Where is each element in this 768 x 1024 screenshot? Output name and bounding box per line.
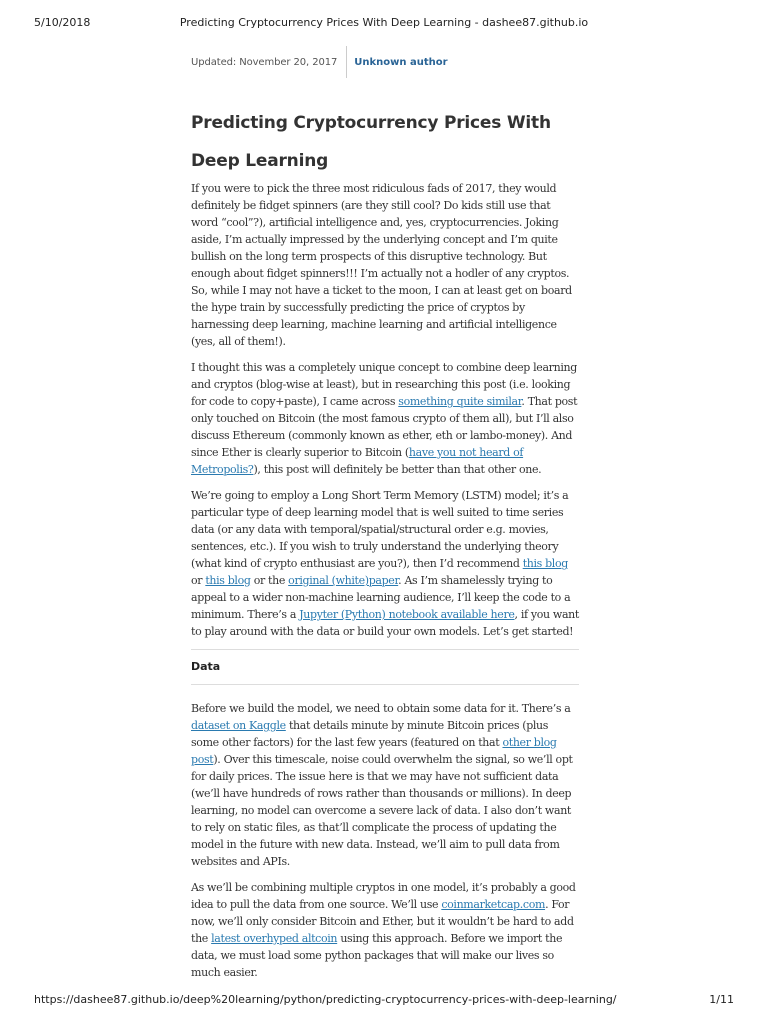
- link-original-whitepaper[interactable]: original (white)paper: [288, 574, 399, 587]
- text-run: . As I’m shamelessly trying to appeal to a wider non-machine learning audience, I’ll keep the code to a minimum. There’s a: [191, 574, 571, 621]
- text-run: or the: [250, 574, 289, 587]
- link-this-blog-1[interactable]: this blog: [522, 557, 568, 570]
- paragraph-intro: If you were to pick the three most ridiculous fads of 2017, they would definitely be fidget spinners (are they still cool? Do kids still use that word “cool”?), artificial intelligence and, yes, cryptocurrencies. Joking aside, I’m actually impressed by the underlying concept and I’m quite bullish on the long term prospects of this disruptive technology. But enough about fidget spinners!!! I’m actually not a hodler of any cryptos. So, while I may not have a ticket to the moon, I can at least get on board the hype train by successfully predicting the price of cryptos by harnessing deep learning, machine learning and artificial intelligence (yes, all of them!).: [191, 182, 572, 348]
- print-header: [34, 16, 734, 32]
- link-metropolis[interactable]: have you not heard of Metropolis?: [191, 446, 524, 476]
- article-meta: [191, 46, 579, 78]
- link-something-quite-similar[interactable]: something quite similar: [398, 395, 522, 408]
- link-this-blog-2[interactable]: this blog: [205, 574, 251, 587]
- text-run: We’re going to employ a Long Short Term Memory (LSTM) model; it’s a particular type of deep learning model that is well suited to time series data (or any data with temporal/spatial/structural order e.g. movies, sentences, etc.). If you wish to truly understand the underlying theory (what kind of crypto enthusiast are you?), then I’d recommend: [191, 489, 569, 570]
- paragraph-data: [191, 700, 579, 870]
- paragraph-lstm: [191, 487, 579, 640]
- print-date: 5/10/2018: [34, 16, 91, 29]
- text-run: ). Over this timescale, noise could overwhelm the signal, so we’ll opt for daily prices. The issue here is that we may have not sufficient data (we’ll have hundreds of rows rather than thousands or millions). In deep learning, no model can overcome a severe lack of data. I also don’t want to rely on static files, as that’ll complicate the process of updating the model in the future with new data. Instead, we’ll aim to pull data from websites and APIs.: [191, 753, 573, 868]
- text-run: . That post only touched on Bitcoin (the most famous crypto of them all), but I’ll also discuss Ethereum (commonly known as ether, eth or lambo-money). And since Ether is clearly superior to Bitcoin (: [191, 395, 578, 459]
- meta-divider: [346, 46, 347, 78]
- text-run: I thought this was a completely unique concept to combine deep learning and cryptos (blog-wise at least), but in researching this post (i.e. looking for code to copy+paste), I came across: [191, 361, 577, 408]
- text-run: ), this post will definitely be better than that other one.: [253, 463, 542, 476]
- author-name[interactable]: Unknown author: [354, 56, 448, 68]
- text-run: Before we build the model, we need to obtain some data for it. There’s a: [191, 702, 571, 715]
- link-latest-overhyped-altcoin[interactable]: latest overhyped altcoin: [211, 932, 338, 945]
- updated-date: Updated: November 20, 2017: [191, 56, 338, 68]
- print-document-title: Predicting Cryptocurrency Prices With Deep Learning - dashee87.github.io: [179, 16, 589, 29]
- link-jupyter-notebook[interactable]: Jupyter (Python) notebook available here: [299, 608, 515, 621]
- article: [191, 46, 579, 990]
- paragraph-concept: [191, 359, 579, 478]
- paragraph-source: [191, 879, 579, 981]
- link-other-blog-post[interactable]: other blog post: [191, 736, 557, 766]
- text-run: or: [191, 574, 206, 587]
- text-run: using this approach. Before we import the data, we must load some python packages that will make our lives so much easier.: [191, 932, 563, 979]
- section-heading-data: Data: [191, 649, 579, 685]
- article-title: Predicting Cryptocurrency Prices With Deep Learning: [191, 113, 551, 171]
- text-run: that details minute by minute Bitcoin prices (plus some other factors) for the last few years (featured on that: [191, 719, 549, 749]
- text-run: As we’ll be combining multiple cryptos in one model, it’s probably a good idea to pull the data from one source. We’ll use: [191, 881, 576, 911]
- link-coinmarketcap[interactable]: coinmarketcap.com: [441, 898, 546, 911]
- page-number: 1/11: [709, 993, 734, 1006]
- text-run: . For now, we’ll only consider Bitcoin and Ether, but it wouldn’t be hard to add the: [191, 898, 574, 945]
- link-dataset-on-kaggle[interactable]: dataset on Kaggle: [191, 719, 286, 732]
- text-run: , if you want to play around with the data or build your own models. Let’s get started!: [191, 608, 579, 638]
- print-url: https://dashee87.github.io/deep%20learning/python/predicting-cryptocurrency-prices-with-deep-learning/: [34, 993, 617, 1006]
- print-footer: [34, 993, 734, 1009]
